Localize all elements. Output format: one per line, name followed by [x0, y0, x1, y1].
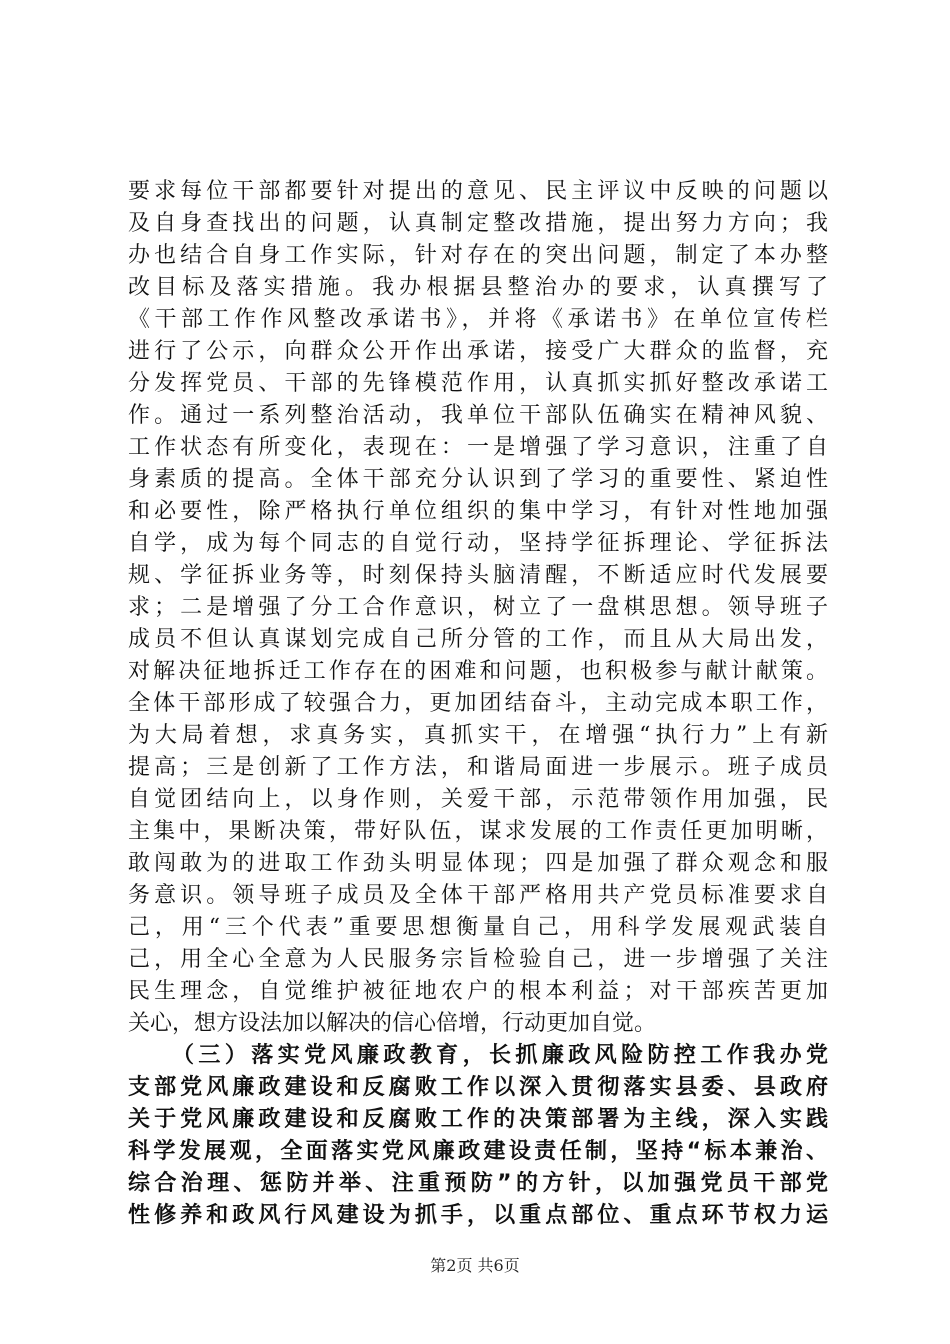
text-line: 为大局着想，求真务实，真抓实干，在增强“执行力”上有新 [128, 723, 828, 748]
text-line: 自觉团结向上，以身作则，关爱干部，示范带领作用加强，民 [128, 787, 828, 812]
text-line: 务意识。领导班子成员及全体干部严格用共产党员标准要求自 [128, 883, 828, 908]
text-line: 对解决征地拆迁工作存在的困难和问题，也积极参与献计献策。 [128, 659, 828, 684]
text-line: 工作状态有所变化，表现在：一是增强了学习意识，注重了自 [128, 435, 828, 460]
page-number-footer: 第2页 共6页 [430, 1256, 520, 1275]
text-line: 和必要性，除严格执行单位组织的集中学习，有针对性地加强 [128, 499, 828, 524]
paragraph-clean-governance [128, 1040, 828, 1232]
section-heading-line: （三）落实党风廉政教育，长抓廉政风险防控工作我办党 [172, 1043, 828, 1068]
text-line: 主集中，果断决策，带好队伍，谋求发展的工作责任更加明晰， [128, 819, 828, 844]
text-line: 提高；三是创新了工作方法，和谐局面进一步展示。班子成员 [128, 755, 828, 780]
paragraph-work-style-rectification [128, 176, 828, 1040]
text-line: 民生理念，自觉维护被征地农户的根本利益；对干部疾苦更加 [128, 979, 828, 1004]
text-line: 关心，想方设法加以解决的信心倍增，行动更加自觉。 [128, 1011, 657, 1036]
text-line: 身素质的提高。全体干部充分认识到了学习的重要性、紧迫性 [128, 467, 828, 492]
text-line: 分发挥党员、干部的先锋模范作用，认真抓实抓好整改承诺工 [128, 371, 828, 396]
text-line: 性修养和政风行风建设为抓手，以重点部位、重点环节权力运 [128, 1203, 828, 1228]
text-line: 改目标及落实措施。我办根据县整治办的要求，认真撰写了 [128, 275, 828, 300]
text-line: 己，用全心全意为人民服务宗旨检验自己，进一步增强了关注 [128, 947, 828, 972]
text-line: 敢闯敢为的进取工作劲头明显体现；四是加强了群众观念和服 [128, 851, 828, 876]
text-line: 关于党风廉政建设和反腐败工作的决策部署为主线，深入实践 [128, 1107, 828, 1132]
text-line: 求；二是增强了分工合作意识，树立了一盘棋思想。领导班子 [128, 595, 828, 620]
text-line: 全体干部形成了较强合力，更加团结奋斗，主动完成本职工作， [128, 691, 828, 716]
text-line: 作。通过一系列整治活动，我单位干部队伍确实在精神风貌、 [128, 403, 828, 428]
text-line: 办也结合自身工作实际，针对存在的突出问题，制定了本办整 [128, 243, 828, 268]
text-line: 自学，成为每个同志的自觉行动，坚持学征拆理论、学征拆法 [128, 531, 828, 556]
text-line: 科学发展观，全面落实党风廉政建设责任制，坚持“标本兼治、 [128, 1139, 828, 1164]
text-line: 规、学征拆业务等，时刻保持头脑清醒，不断适应时代发展要 [128, 563, 828, 588]
text-line: 成员不但认真谋划完成自己所分管的工作，而且从大局出发， [128, 627, 828, 652]
text-line: 及自身查找出的问题，认真制定整改措施，提出努力方向；我 [128, 211, 828, 236]
text-line: 进行了公示，向群众公开作出承诺，接受广大群众的监督，充 [128, 339, 828, 364]
text-line: 综合治理、惩防并举、注重预防”的方针，以加强党员干部党 [128, 1171, 828, 1196]
text-line: 己，用“三个代表”重要思想衡量自己，用科学发展观武装自 [128, 915, 828, 940]
text-line: 《干部工作作风整改承诺书》，并将《承诺书》在单位宣传栏 [128, 307, 828, 332]
document-body [128, 176, 828, 1232]
text-line: 支部党风廉政建设和反腐败工作以深入贯彻落实县委、县政府 [128, 1075, 828, 1100]
text-line: 要求每位干部都要针对提出的意见、民主评议中反映的问题以 [128, 179, 828, 204]
